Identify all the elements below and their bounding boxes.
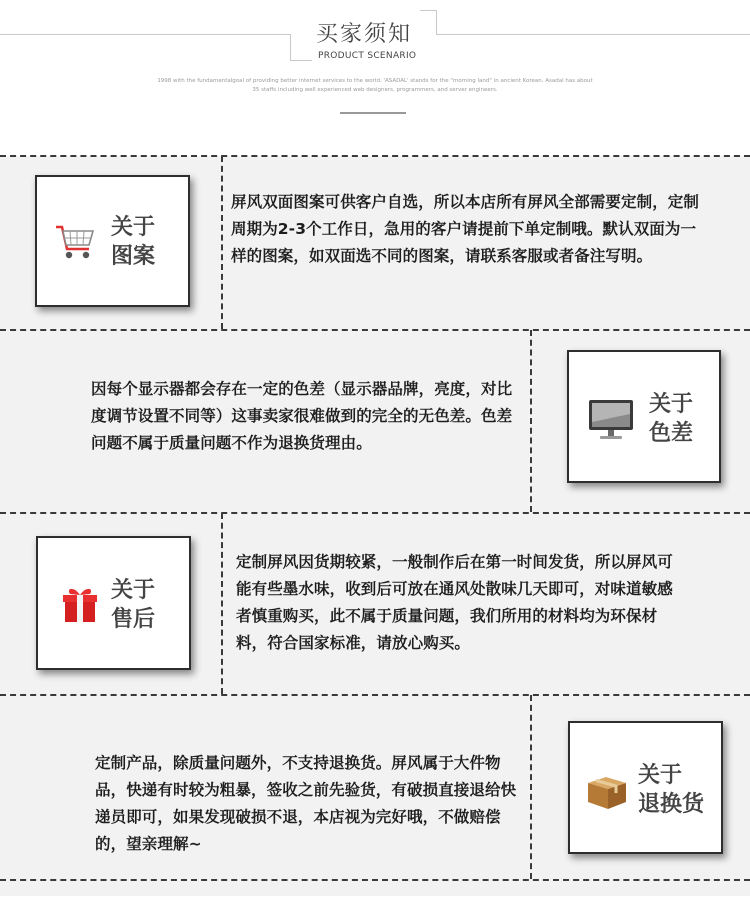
header-divider — [340, 112, 406, 114]
page-title: 买家须知 — [316, 22, 413, 47]
shopping-cart-icon — [53, 221, 97, 269]
monitor-icon — [587, 398, 635, 446]
section-card — [35, 175, 190, 307]
section-divider — [0, 694, 750, 696]
section-divider — [0, 879, 750, 881]
section-card — [568, 721, 723, 854]
column-divider — [221, 513, 223, 694]
section-title: 关于 图案 — [111, 215, 156, 269]
section-divider — [0, 155, 750, 157]
header-rule-right-top — [420, 10, 436, 11]
package-box-icon — [584, 771, 630, 815]
column-divider — [530, 330, 532, 512]
section-text: 定制产品，除质量问题外，不支持退换货。屏风属于大件物品，快递有时较为粗暴，签收之前先验货，有破损直接退给快递员即可，如果发现破损不退，本店视为完好哦，不做赔偿的，望亲理解~ — [95, 754, 517, 853]
header-rule-left — [0, 34, 290, 35]
section-title: 关于 售后 — [111, 578, 156, 632]
gift-icon — [60, 584, 100, 628]
intro-text-line-2: 35 staffs including well experienced web designers, programmers, and server engineers. — [252, 87, 498, 93]
column-divider — [530, 695, 532, 879]
section-divider — [0, 512, 750, 514]
section-text: 定制屏风因货期较紧，一般制作后在第一时间发货，所以屏风可能有些墨水味，收到后可放在通风处散味几天即可，对味道敏感者慎重购买，此不属于质量问题，我们所用的材料均为环保材料，符合国家标准，请放心购买。 — [236, 553, 673, 652]
page-subtitle: PRODUCT SCENARIO — [318, 51, 417, 61]
header-rule-right-rise — [436, 10, 437, 34]
section-text: 因每个显示器都会存在一定的色差（显示器品牌，亮度，对比度调节设置不同等）这事卖家很难做到的完全的无色差。色差问题不属于质量问题不作为退换货理由。 — [91, 380, 513, 452]
intro-text-line-1: 1998 with the fundamentalgoal of providing better internet services to the world. 'ASADAL' stands for the "morning land" in ancient Korean. Asadal has about — [157, 78, 593, 84]
header-rule-left-drop — [290, 34, 291, 60]
header-rule-right — [436, 34, 750, 35]
section-divider — [0, 329, 750, 331]
section-title: 关于 色差 — [649, 392, 694, 446]
section-card — [567, 350, 721, 483]
section-card — [36, 536, 191, 670]
column-divider — [221, 156, 223, 329]
section-text: 屏风双面图案可供客户自选，所以本店所有屏风全部需要定制，定制周期为2-3个工作日，急用的客户请提前下单定制哦。默认双面为一样的图案，如双面选不同的图案，请联系客服或者备注写明。 — [231, 193, 700, 265]
section-title: 关于 退换货 — [638, 763, 705, 817]
header-rule-left-foot — [290, 60, 312, 61]
